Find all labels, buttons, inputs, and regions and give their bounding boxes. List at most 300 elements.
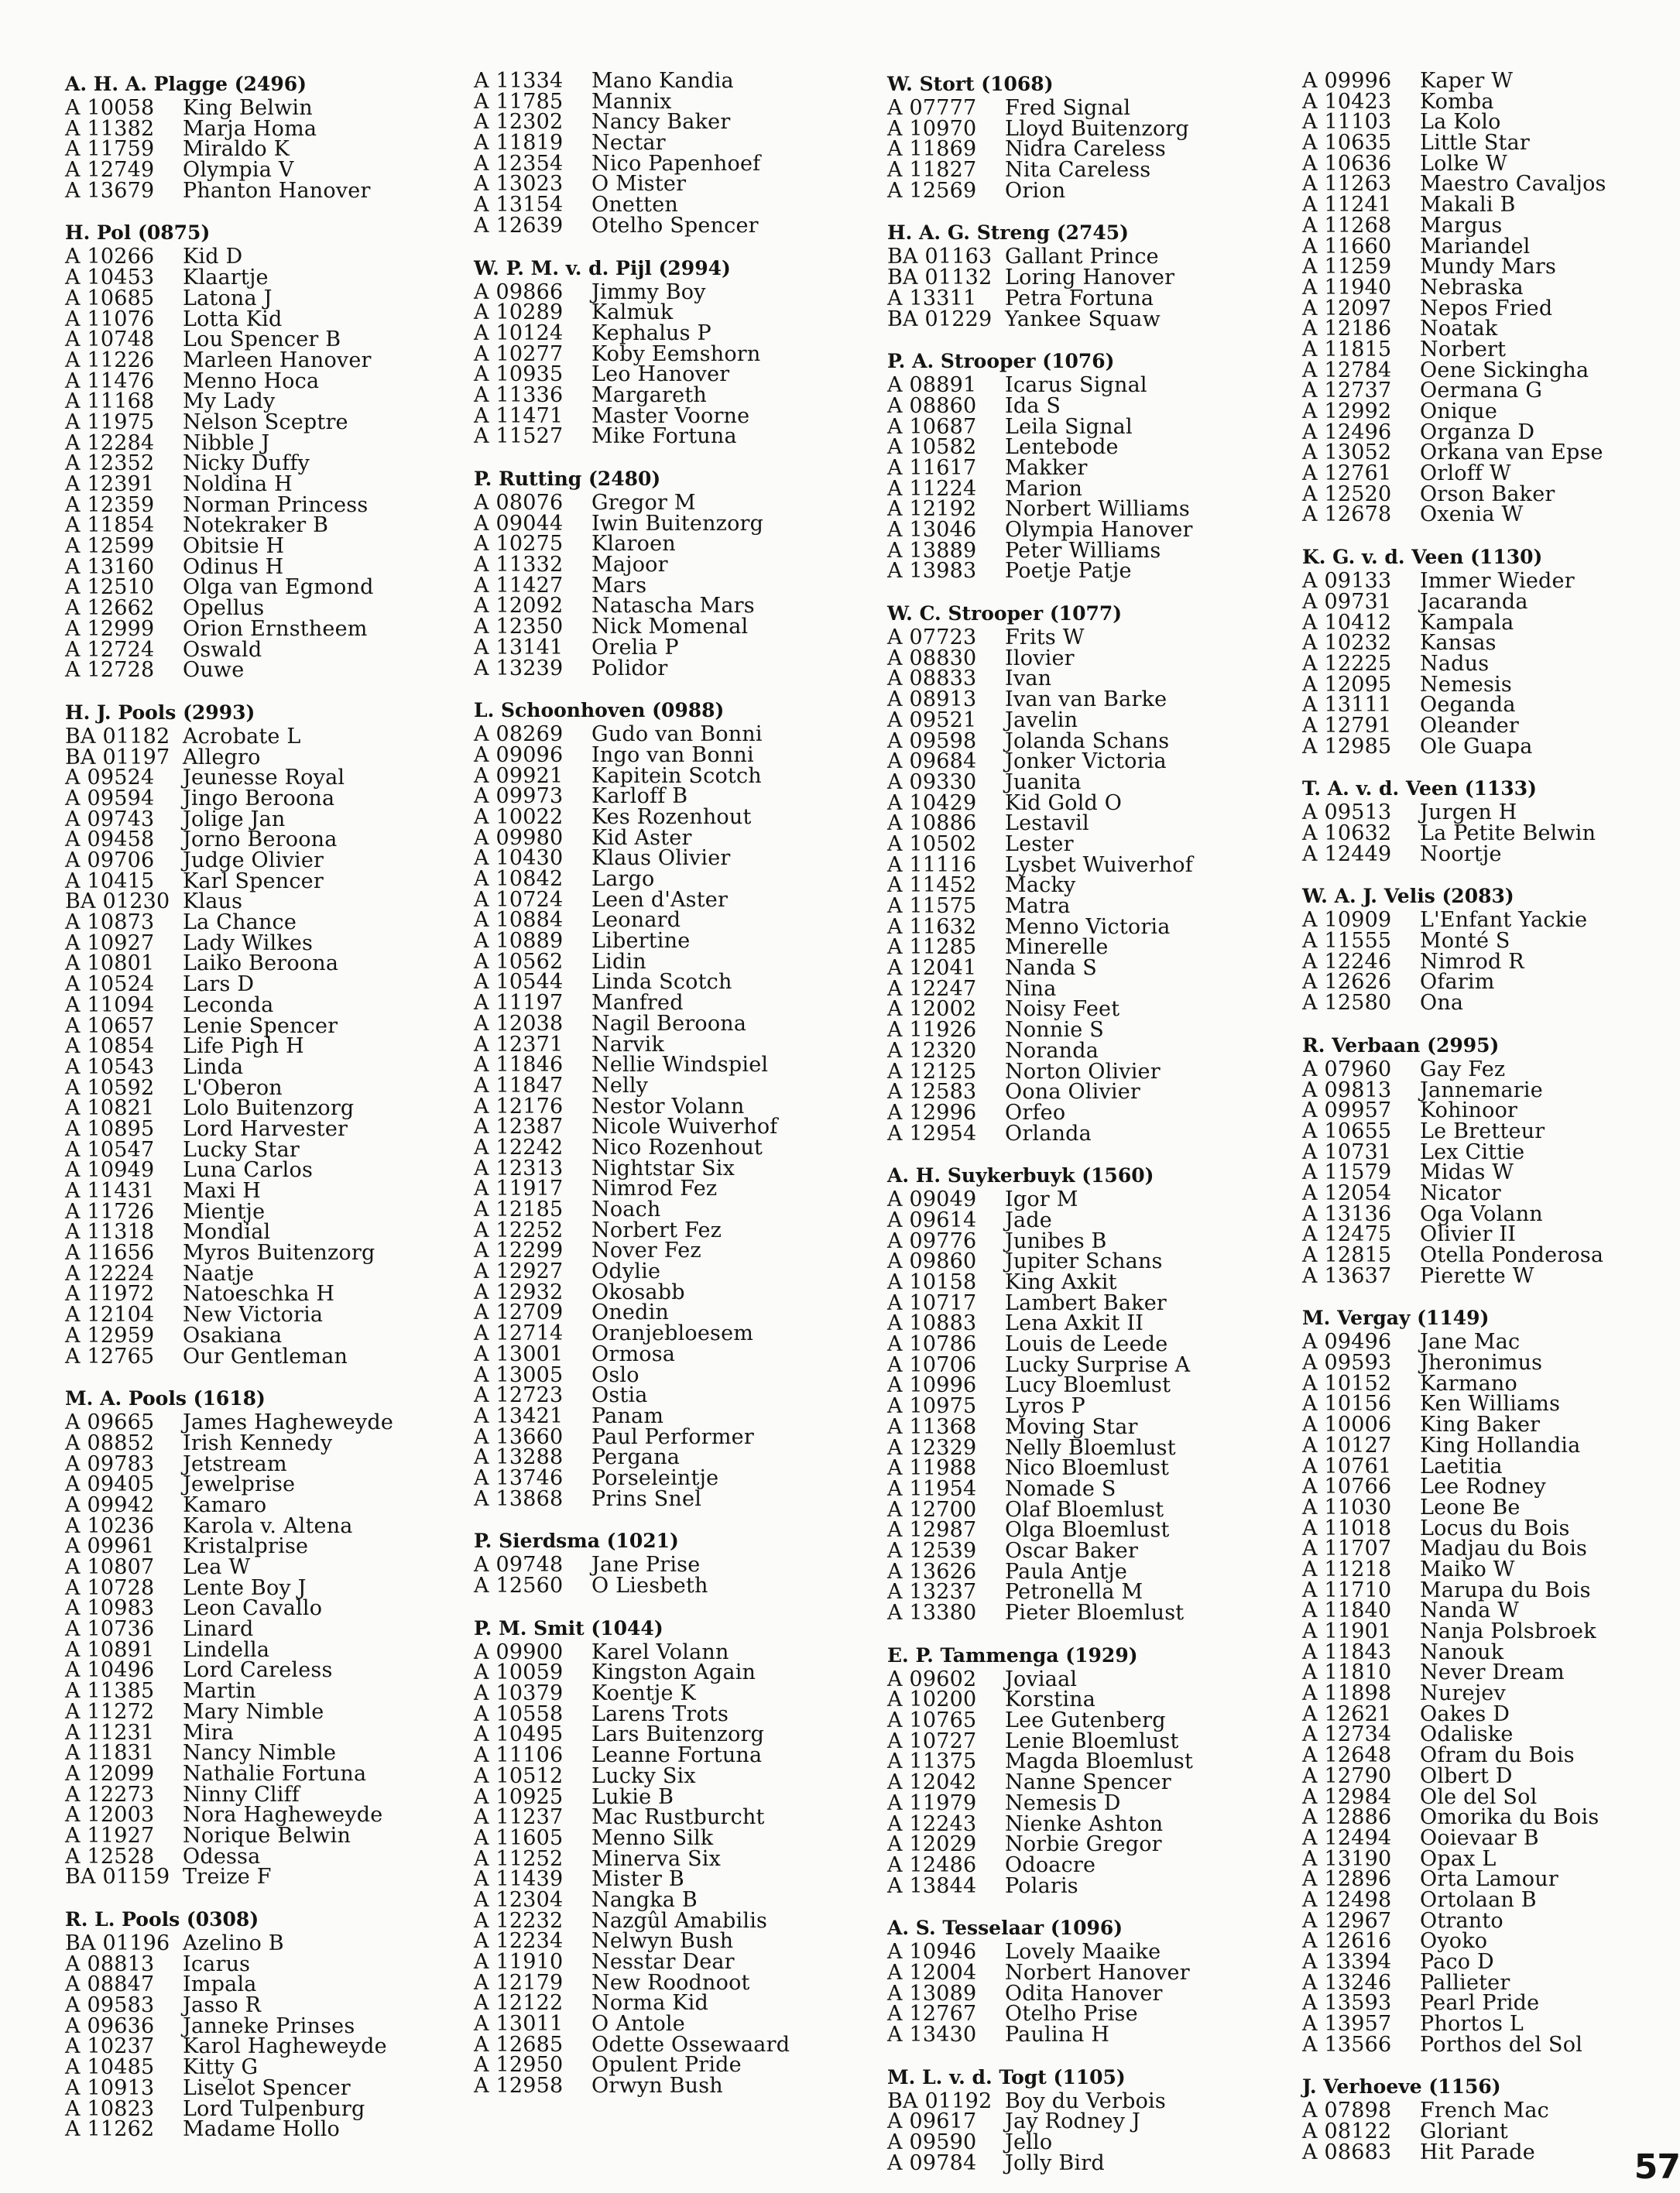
registration-number: A 11252 — [474, 1846, 564, 1871]
horse-name: Oona Olivier — [1005, 1080, 1141, 1105]
registration-number: A 10685 — [65, 286, 155, 310]
owner-section — [887, 1915, 1251, 2045]
horse-entry — [65, 1160, 429, 1181]
horse-name: Olivier II — [1420, 1222, 1517, 1247]
registration-number: A 10996 — [887, 1373, 977, 1398]
horse-entry — [887, 375, 1251, 396]
registration-number: BA 01182 — [65, 724, 170, 749]
horse-entry — [1302, 800, 1666, 825]
horse-entry — [887, 2004, 1251, 2025]
registration-number: A 11427 — [474, 573, 564, 598]
registration-number: A 09594 — [65, 786, 155, 810]
registration-number: A 09776 — [887, 1228, 977, 1253]
horse-name: Oga Volann — [1420, 1201, 1543, 1226]
horse-entry — [1302, 1057, 1666, 1081]
horse-entry — [1302, 910, 1666, 931]
horse-name: Nina — [1005, 976, 1057, 1001]
horse-entry — [887, 728, 1251, 753]
horse-name: Olbert D — [1420, 1763, 1513, 1788]
horse-entry — [887, 1476, 1251, 1501]
horse-entry — [65, 1743, 429, 1764]
registration-number: A 11332 — [474, 553, 564, 577]
registration-number: A 10453 — [65, 266, 155, 290]
horse-entry — [65, 637, 429, 662]
horse-entry — [65, 807, 429, 831]
registration-number: A 10807 — [65, 1555, 155, 1579]
horse-name: Madjau du Bois — [1420, 1537, 1588, 1561]
horse-name: Lester — [1005, 831, 1074, 856]
registration-number: A 12685 — [474, 2032, 564, 2057]
horse-name: Kansas — [1420, 631, 1497, 656]
horse-entry — [65, 577, 429, 598]
registration-number: A 10727 — [887, 1729, 977, 1753]
horse-name: Jay Rodney J — [1005, 2109, 1141, 2134]
horse-entry — [65, 724, 429, 749]
registration-number: A 10485 — [65, 2055, 155, 2080]
horse-name: Immer Wieder — [1420, 569, 1575, 594]
registration-number: A 11368 — [887, 1414, 977, 1439]
registration-number: A 13052 — [1302, 440, 1392, 465]
registration-number: A 10891 — [65, 1637, 155, 1662]
horse-entry — [887, 1020, 1251, 1041]
horse-entry — [1302, 133, 1666, 154]
horse-name: Nita Careless — [1005, 158, 1151, 183]
horse-name: Nancy Nimble — [183, 1741, 337, 1766]
horse-name: Pieter Bloemlust — [1005, 1601, 1185, 1625]
horse-name: King Belwin — [183, 96, 313, 120]
horse-entry — [887, 1352, 1251, 1377]
horse-entry — [474, 1970, 838, 1995]
horse-name: Jane Mac — [1420, 1330, 1521, 1355]
registration-number: A 12179 — [474, 1970, 564, 1995]
horse-name: Poetje Patje — [1005, 559, 1132, 584]
horse-name: Fred Signal — [1005, 96, 1131, 120]
horse-name: Pergana — [591, 1445, 681, 1470]
registration-number: A 12984 — [1302, 1784, 1392, 1809]
column-1 — [65, 71, 429, 2159]
horse-name: Monté S — [1420, 929, 1510, 954]
horse-name: Klaroen — [591, 532, 676, 557]
horse-name: Nightstar Six — [591, 1156, 735, 1180]
owner-section — [65, 220, 429, 683]
horse-entry — [65, 1034, 429, 1059]
horse-entry — [474, 1280, 838, 1304]
horse-name: Kampala — [1420, 610, 1514, 635]
horse-name: Orion — [1005, 178, 1066, 203]
horse-name: Opellus — [183, 596, 265, 621]
horse-entry — [887, 1873, 1251, 1898]
horse-name: Polidor — [591, 656, 668, 680]
horse-name: Gudo van Bonni — [591, 722, 763, 747]
horse-entry — [1302, 213, 1666, 238]
horse-name: Mondial — [183, 1220, 271, 1245]
horse-entry — [887, 1396, 1251, 1417]
horse-name: Boy du Verbois — [1005, 2088, 1166, 2113]
horse-entry — [474, 424, 838, 449]
horse-name: Treize F — [183, 1865, 272, 1890]
registration-number: A 12583 — [887, 1080, 977, 1105]
horse-entry — [474, 341, 838, 366]
horse-name: Pierette W — [1420, 1263, 1534, 1288]
horse-entry — [887, 646, 1251, 670]
horse-name: Maestro Cavaljos — [1420, 172, 1606, 197]
registration-number: A 13046 — [887, 518, 977, 542]
registration-number: A 11106 — [474, 1743, 564, 1768]
horse-entry — [887, 476, 1251, 501]
horse-entry — [474, 1846, 838, 1871]
registration-number: A 09957 — [1302, 1098, 1392, 1123]
horse-name: Porthos del Sol — [1420, 2032, 1583, 2057]
horse-entry — [65, 389, 429, 414]
horse-name: Nidra Careless — [1005, 137, 1166, 162]
registration-number: A 10495 — [474, 1722, 564, 1747]
registration-number: A 11579 — [1302, 1160, 1392, 1185]
horse-name: Norbert — [1420, 337, 1507, 362]
horse-entry — [65, 1782, 429, 1807]
registration-number: A 11452 — [887, 873, 977, 898]
registration-number: A 11285 — [887, 935, 977, 960]
registration-number: A 12192 — [887, 497, 977, 522]
registration-number: A 12002 — [887, 997, 977, 1022]
horse-entry — [887, 1790, 1251, 1815]
horse-entry — [65, 1323, 429, 1348]
horse-entry — [887, 414, 1251, 439]
registration-number: A 10275 — [474, 532, 564, 557]
horse-name: Laiko Beroona — [183, 951, 339, 976]
horse-name: Jello — [1005, 2130, 1053, 2155]
horse-name: O Antole — [591, 2012, 685, 2037]
horse-entry — [887, 1603, 1251, 1624]
horse-name: Joviaal — [1005, 1667, 1078, 1691]
horse-entry — [65, 160, 429, 181]
horse-entry — [65, 1993, 429, 2018]
horse-entry — [65, 2034, 429, 2059]
registration-number: A 11103 — [1302, 110, 1392, 135]
registration-number: A 11819 — [474, 131, 564, 156]
registration-number: A 10736 — [65, 1617, 155, 1642]
owner-section — [887, 348, 1251, 582]
registration-number: A 09866 — [474, 279, 564, 304]
registration-number: A 08269 — [474, 722, 564, 747]
horse-entry — [474, 1424, 838, 1449]
horse-entry — [1302, 2101, 1666, 2122]
registration-number: A 10761 — [1302, 1454, 1392, 1479]
horse-name: Pearl Pride — [1420, 1991, 1540, 2016]
horse-entry — [887, 1770, 1251, 1795]
horse-entry — [65, 1823, 429, 1848]
horse-name: Hit Parade — [1420, 2140, 1535, 2164]
registration-number: A 12042 — [887, 1770, 977, 1795]
registration-number: A 13288 — [474, 1445, 564, 1470]
registration-number: A 11632 — [887, 914, 977, 939]
horse-name: Orlanda — [1005, 1121, 1092, 1146]
horse-entry — [474, 596, 838, 617]
horse-name: Noatak — [1420, 317, 1498, 341]
horse-name: Menno Silk — [591, 1825, 714, 1850]
registration-number: A 10889 — [474, 929, 564, 954]
owner-heading: W. Stort (1068) — [887, 73, 1054, 95]
registration-number: A 10127 — [1302, 1433, 1392, 1458]
horse-entry — [887, 98, 1251, 119]
horse-name: Luna Carlos — [183, 1158, 313, 1183]
horse-name: Kamaro — [183, 1492, 267, 1517]
horse-entry — [474, 635, 838, 660]
registration-number: A 09684 — [887, 749, 977, 774]
registration-number: A 12784 — [1302, 358, 1392, 382]
horse-name: Lovely Maaike — [1005, 1940, 1161, 1965]
horse-entry — [65, 139, 429, 160]
horse-name: Nepos Fried — [1420, 296, 1553, 320]
horse-name: Mientje — [183, 1199, 266, 1224]
horse-name: Mariandel — [1420, 234, 1531, 259]
registration-number: A 12359 — [65, 492, 155, 517]
registration-number: A 12662 — [65, 596, 155, 621]
horse-entry — [474, 1259, 838, 1284]
registration-number: A 11385 — [65, 1679, 155, 1704]
horse-name: Oermana G — [1420, 379, 1543, 403]
horse-name: Norbert Williams — [1005, 497, 1190, 522]
registration-number: A 12099 — [65, 1761, 155, 1786]
registration-number: A 11375 — [887, 1749, 977, 1774]
horse-entry — [1302, 1970, 1666, 1995]
registration-number: A 09617 — [887, 2109, 977, 2134]
registration-number: A 13430 — [887, 2023, 977, 2047]
registration-number: A 12350 — [474, 615, 564, 639]
horse-name: Karol Hagheweyde — [183, 2034, 387, 2059]
horse-entry — [887, 1832, 1251, 1857]
horse-name: O Mister — [591, 172, 687, 197]
horse-entry — [474, 887, 838, 912]
registration-number: A 11831 — [65, 1741, 155, 1766]
registration-number: A 13679 — [65, 178, 155, 203]
horse-name: L'Oberon — [183, 1075, 283, 1100]
horse-entry — [65, 616, 429, 641]
horse-entry — [1302, 502, 1666, 527]
horse-name: Kristalprise — [183, 1534, 309, 1559]
registration-number: A 12999 — [65, 616, 155, 641]
horse-name: Lea W — [183, 1555, 251, 1579]
horse-entry — [474, 1465, 838, 1490]
registration-number: A 12125 — [887, 1059, 977, 1084]
registration-number: A 09784 — [887, 2150, 977, 2175]
owner-heading: M. L. v. d. Togt (1105) — [887, 2065, 1126, 2088]
horse-entry — [65, 492, 429, 517]
horse-name: King Hollandia — [1420, 1433, 1581, 1458]
registration-number: A 10158 — [887, 1270, 977, 1294]
horse-entry — [474, 1555, 838, 1576]
registration-number: A 11094 — [65, 992, 155, 1017]
registration-number: A 13593 — [1302, 1991, 1392, 2016]
horse-entry — [474, 89, 838, 114]
horse-entry — [474, 1300, 838, 1325]
horse-entry — [887, 538, 1251, 563]
registration-number: A 12709 — [474, 1300, 564, 1325]
horse-name: La Kolo — [1420, 110, 1501, 135]
horse-name: Nebraska — [1420, 275, 1524, 300]
horse-name: Karmano — [1420, 1371, 1517, 1396]
horse-name: Ole Guapa — [1420, 734, 1533, 759]
horse-name: Karl Spencer — [183, 869, 324, 893]
registration-number: A 11241 — [1302, 193, 1392, 218]
horse-name: Ninny Cliff — [183, 1782, 300, 1807]
horse-entry — [65, 1013, 429, 1038]
horse-entry — [65, 1098, 429, 1119]
horse-name: Paulina H — [1005, 2023, 1110, 2047]
horse-name: Karel Volann — [591, 1640, 729, 1664]
horse-name: Noach — [591, 1198, 661, 1222]
horse-name: Manfred — [591, 991, 684, 1016]
owner-section — [1302, 2074, 1666, 2163]
horse-name: Kohinoor — [1420, 1098, 1518, 1123]
horse-entry — [887, 1270, 1251, 1294]
horse-name: Kitty G — [183, 2055, 259, 2080]
horse-name: Jane Prise — [591, 1553, 701, 1578]
horse-name: Notekraker B — [183, 513, 329, 538]
horse-name: Pallieter — [1420, 1970, 1510, 1995]
owner-section — [1302, 1305, 1666, 2055]
horse-name: Mary Nimble — [183, 1699, 324, 1724]
horse-entry — [65, 2013, 429, 2038]
registration-number: A 10655 — [1302, 1119, 1392, 1143]
horse-name: Ona — [1420, 991, 1464, 1016]
horse-entry — [474, 1055, 838, 1076]
registration-number: A 12648 — [1302, 1743, 1392, 1768]
horse-entry — [474, 1681, 838, 1706]
horse-entry — [887, 914, 1251, 939]
horse-entry — [65, 972, 429, 997]
horse-entry — [1302, 1908, 1666, 1933]
horse-entry — [474, 195, 838, 216]
horse-entry — [1302, 589, 1666, 614]
registration-number: A 11272 — [65, 1699, 155, 1724]
horse-name: Gay Fez — [1420, 1057, 1506, 1081]
horse-name: Minerelle — [1005, 935, 1109, 960]
horse-name: Kid D — [183, 245, 243, 269]
horse-name: Marleen Hanover — [183, 348, 372, 372]
registration-number: A 12528 — [65, 1844, 155, 1869]
horse-name: Petra Fortuna — [1005, 286, 1154, 310]
horse-entry — [1302, 461, 1666, 486]
horse-name: Leen d'Aster — [591, 887, 729, 912]
registration-number: A 09049 — [887, 1187, 977, 1212]
horse-entry — [887, 520, 1251, 541]
registration-number: A 10884 — [474, 908, 564, 933]
horse-entry — [1302, 821, 1666, 845]
registration-number: A 09096 — [474, 742, 564, 767]
registration-number: A 08122 — [1302, 2119, 1392, 2144]
horse-name: Nomade S — [1005, 1476, 1116, 1501]
registration-number: A 12767 — [887, 2002, 977, 2027]
horse-entry — [887, 852, 1251, 877]
horse-name: Le Bretteur — [1420, 1119, 1545, 1143]
horse-name: Leo Hanover — [591, 362, 730, 387]
horse-entry — [474, 910, 838, 931]
horse-name: Polaris — [1005, 1873, 1078, 1898]
horse-entry — [887, 247, 1251, 268]
registration-number: A 12724 — [65, 637, 155, 662]
horse-name: Nemesis D — [1005, 1790, 1121, 1815]
registration-number: BA 01192 — [887, 2088, 993, 2113]
horse-name: Nurejev — [1420, 1681, 1506, 1706]
registration-number: A 09583 — [65, 1993, 155, 2018]
horse-entry — [474, 2055, 838, 2076]
owner-heading: W. C. Strooper (1077) — [887, 602, 1123, 625]
registration-number: A 09748 — [474, 1553, 564, 1578]
horse-name: Karloff B — [591, 784, 688, 809]
horse-entry — [1302, 1139, 1666, 1164]
horse-entry — [887, 2025, 1251, 2046]
registration-number: A 11116 — [887, 852, 977, 877]
horse-entry — [474, 1179, 838, 1200]
registration-number: A 10544 — [474, 970, 564, 995]
registration-number: BA 01229 — [887, 307, 993, 331]
registration-number: A 10823 — [65, 2096, 155, 2121]
horse-entry — [474, 848, 838, 869]
horse-entry — [887, 1082, 1251, 1103]
horse-name: French Mac — [1420, 2099, 1549, 2123]
registration-number: A 11846 — [474, 1053, 564, 1078]
registration-number: A 12734 — [1302, 1722, 1392, 1747]
registration-number: A 12038 — [474, 1011, 564, 1036]
horse-entry — [1302, 2119, 1666, 2144]
registration-number: A 12234 — [474, 1929, 564, 1954]
horse-entry — [65, 1699, 429, 1724]
horse-name: Orfeo — [1005, 1100, 1066, 1125]
horse-name: Phortos L — [1420, 2012, 1524, 2037]
horse-entry — [65, 98, 429, 119]
registration-number: A 10765 — [887, 1708, 977, 1733]
horse-name: Koentje K — [591, 1681, 696, 1706]
registration-number: A 09590 — [887, 2130, 977, 2155]
registration-number: A 10006 — [1302, 1413, 1392, 1437]
registration-number: A 12449 — [1302, 841, 1392, 866]
registration-number: A 10636 — [1302, 151, 1392, 176]
registration-number: A 08847 — [65, 1972, 155, 1997]
horse-name: Jannemarie — [1420, 1078, 1543, 1102]
registration-number: A 08913 — [887, 687, 977, 712]
horse-name: Oswald — [183, 637, 262, 662]
horse-name: Menno Victoria — [1005, 914, 1171, 939]
horse-entry — [474, 1241, 838, 1262]
registration-number: A 09614 — [887, 1208, 977, 1232]
owner-section — [474, 1616, 838, 2097]
registration-number: A 12791 — [1302, 713, 1392, 738]
horse-name: Gallant Prince — [1005, 245, 1159, 269]
horse-name: Linda Scotch — [591, 970, 732, 995]
registration-number: A 12224 — [65, 1261, 155, 1286]
registration-number: A 12580 — [1302, 991, 1392, 1016]
horse-name: Mac Rustburcht — [591, 1805, 765, 1830]
horse-name: Kid Aster — [591, 825, 692, 850]
registration-number: A 09942 — [65, 1492, 155, 1517]
horse-entry — [1302, 296, 1666, 320]
horse-name: Ken Williams — [1420, 1392, 1561, 1417]
horse-entry — [1302, 1222, 1666, 1247]
horse-entry — [1302, 275, 1666, 300]
registration-number: A 12475 — [1302, 1222, 1392, 1247]
registration-number: A 12186 — [1302, 317, 1392, 341]
horse-entry — [1302, 1763, 1666, 1788]
owner-section — [887, 220, 1251, 330]
horse-name: Martin — [183, 1679, 256, 1704]
registration-number: A 13089 — [887, 1981, 977, 2006]
horse-entry — [65, 451, 429, 476]
horse-name: Koby Eemshorn — [591, 341, 761, 366]
owner-heading: K. G. v. d. Veen (1130) — [1302, 546, 1543, 569]
horse-name: Margareth — [591, 382, 707, 407]
horse-entry — [1302, 1825, 1666, 1850]
horse-name: Nadus — [1420, 651, 1490, 676]
